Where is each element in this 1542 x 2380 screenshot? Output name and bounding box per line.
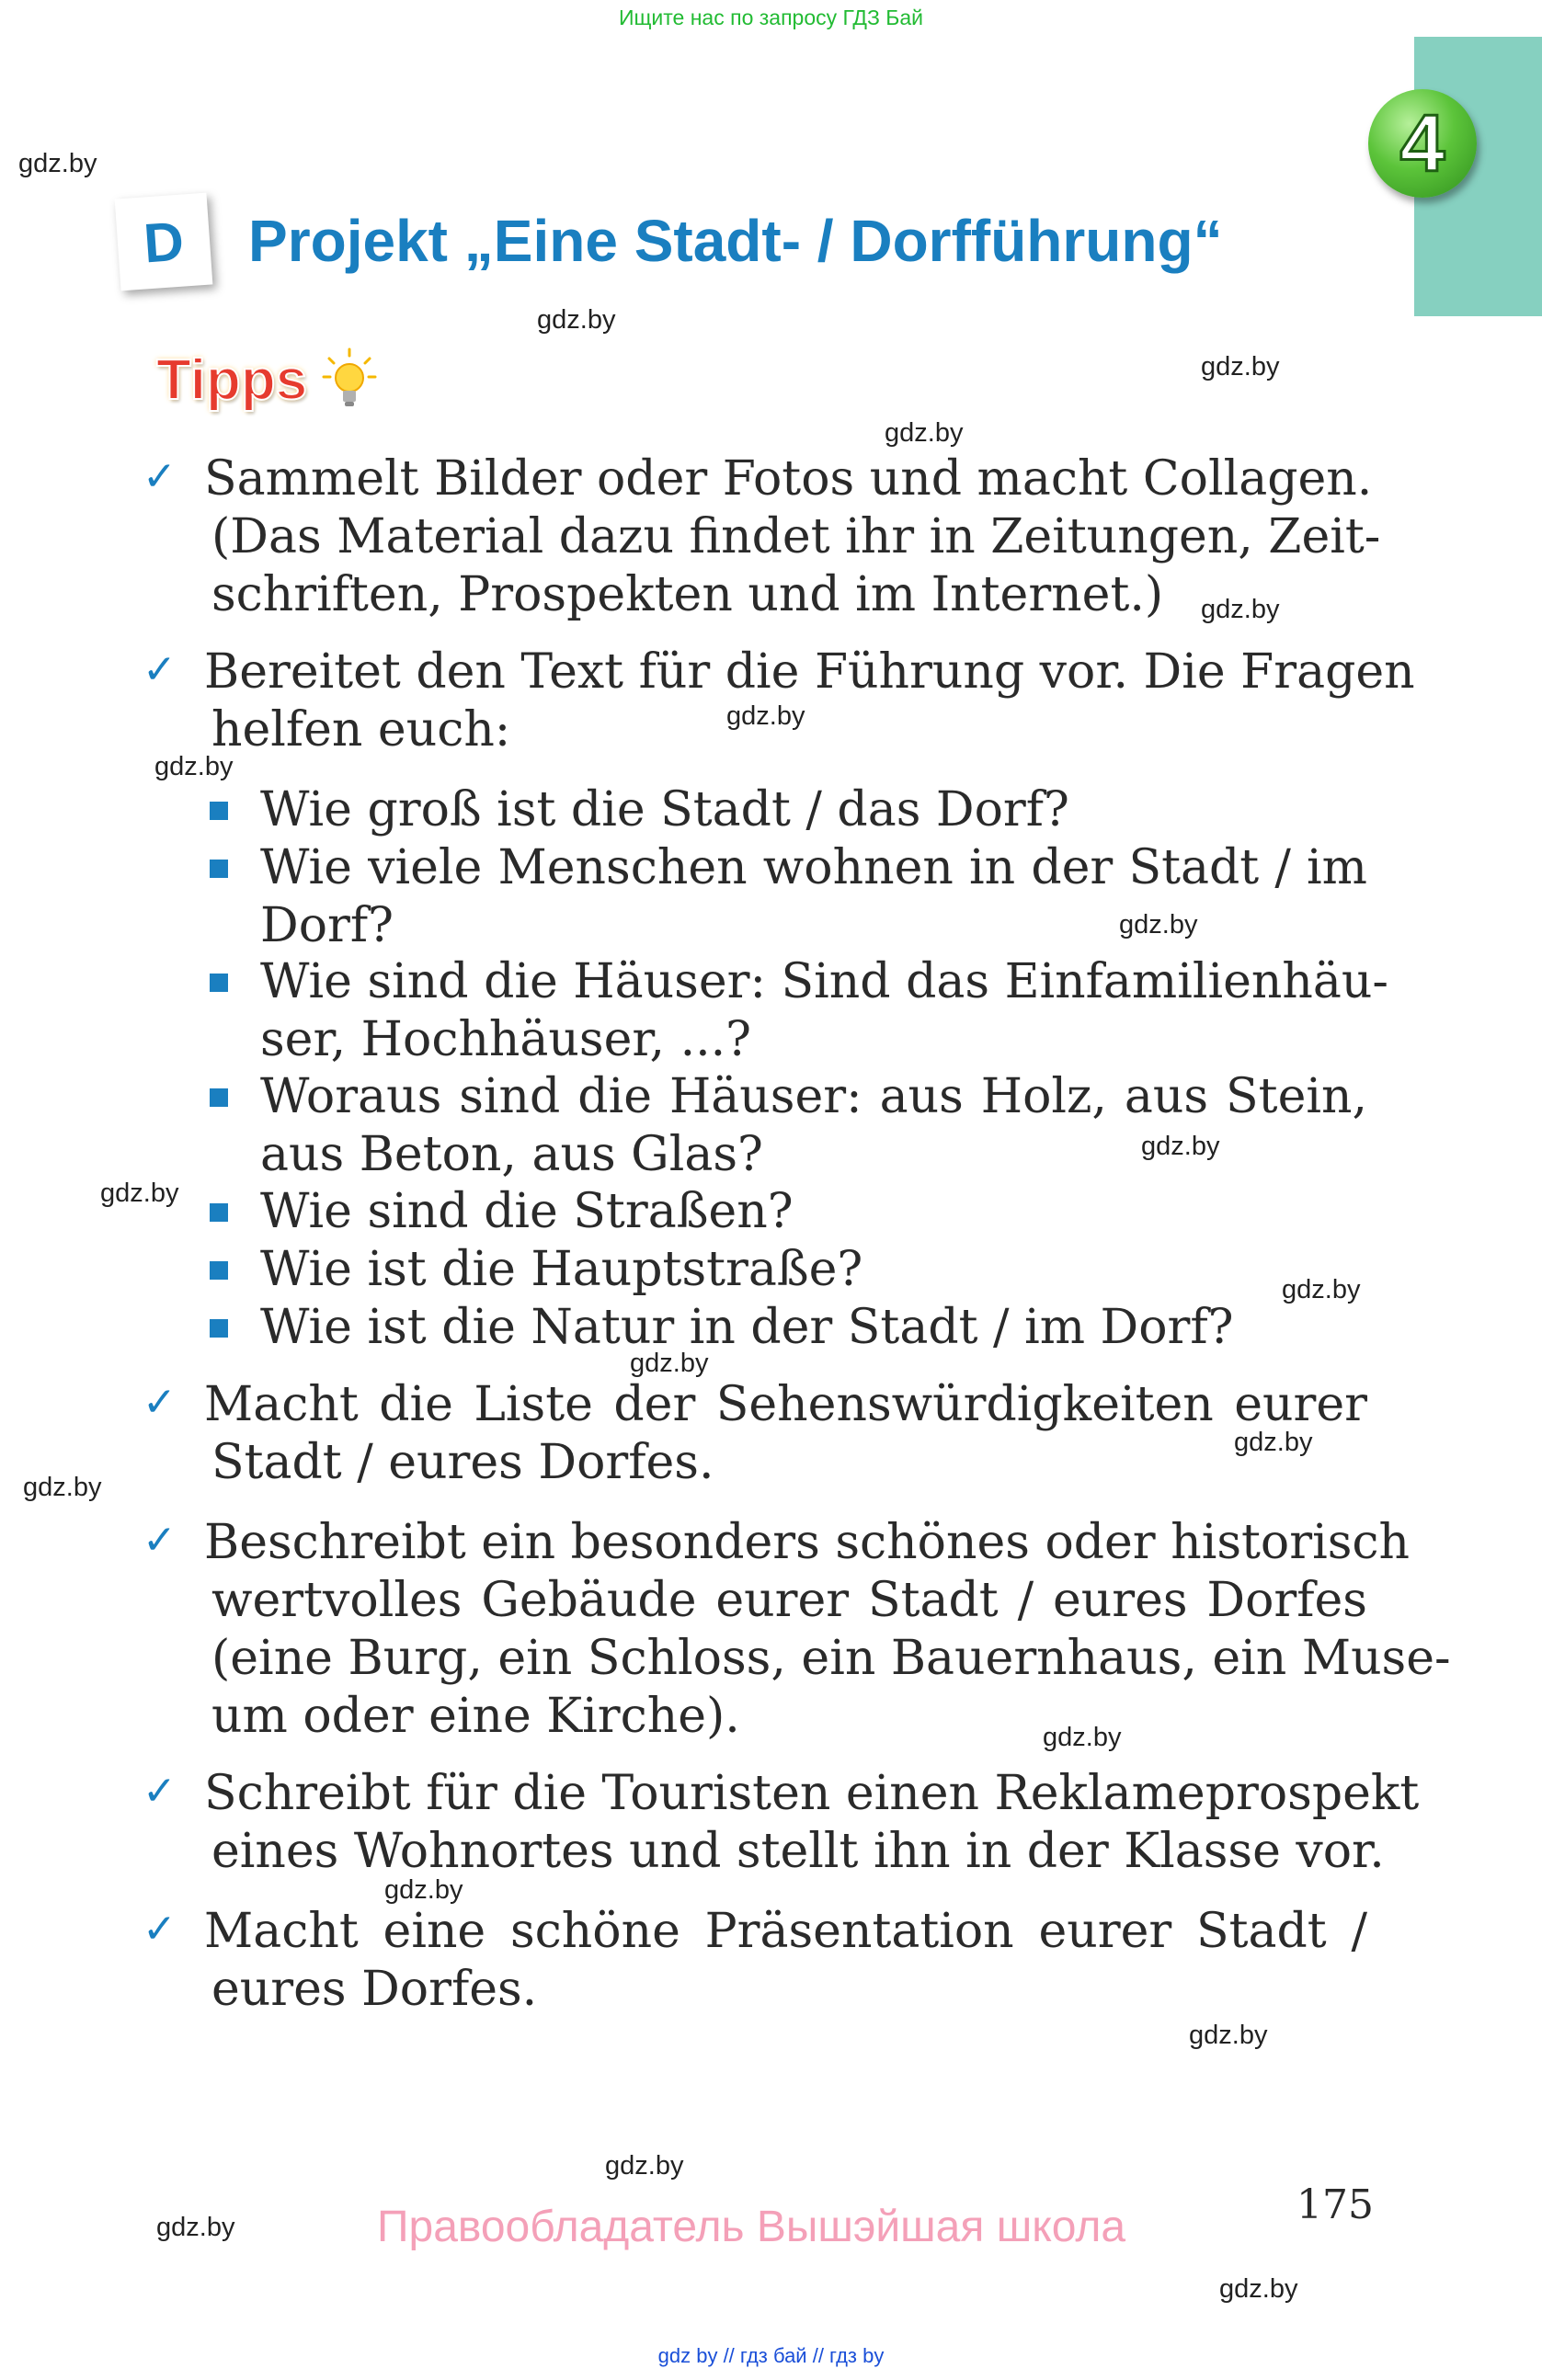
top-banner[interactable]: Ищите нас по запросу ГДЗ Бай: [618, 6, 924, 29]
copyright-footer: Правообладатель Вышэйшая школа: [377, 2203, 1126, 2251]
watermark: gdz.by: [1219, 2274, 1298, 2304]
watermark: gdz.by: [384, 1875, 463, 1905]
chapter-number: 4: [1399, 97, 1445, 188]
watermark: gdz.by: [154, 752, 234, 781]
tip-line: Beschreibt ein besonders schönes oder historisch: [204, 1515, 1410, 1570]
tip-line: eures Dorfes.: [211, 1962, 538, 2017]
tip-line: Bereitet den Text für die Führung vor. Die Fragen: [204, 644, 1415, 700]
question-line: Wie sind die Straßen?: [260, 1184, 794, 1239]
question-line: Wie ist die Hauptstraße?: [260, 1242, 863, 1297]
question-line: Woraus sind die Häuser: aus Holz, aus Stein,: [260, 1069, 1367, 1124]
tip-line: schriften, Prospekten und im Internet.): [211, 567, 1164, 622]
checkmark-icon: ✓: [143, 453, 177, 500]
tip-line: eines Wohnortes und stellt ihn in der Klasse vor.: [211, 1824, 1385, 1879]
square-bullet-icon: [210, 1319, 228, 1338]
watermark: gdz.by: [630, 1349, 709, 1378]
tip-line: Schreibt für die Touristen einen Reklameprospekt: [204, 1766, 1420, 1821]
tip-line: Macht die Liste der Sehenswürdigkeiten eurer: [204, 1377, 1367, 1432]
tip-line: Sammelt Bilder oder Fotos und macht Collagen.: [204, 451, 1373, 507]
tip-line: (Das Material dazu findet ihr in Zeitungen, Zeit-: [211, 509, 1381, 564]
chapter-badge: [1368, 89, 1477, 198]
tip-line: helfen euch:: [211, 702, 511, 757]
watermark: gdz.by: [726, 701, 805, 731]
tip-line: Macht eine schöne Präsentation eurer Stadt /: [204, 1904, 1367, 1959]
watermark: gdz.by: [23, 1473, 102, 1502]
bottom-links[interactable]: gdz by // гдз бай // гдз by: [657, 2344, 885, 2367]
watermark: gdz.by: [537, 305, 616, 335]
watermark: gdz.by: [1141, 1132, 1220, 1161]
question-line: Wie groß ist die Stadt / das Dorf?: [260, 782, 1069, 837]
question-line: Wie sind die Häuser: Sind das Einfamilienhäu-: [260, 954, 1388, 1009]
watermark: gdz.by: [1189, 2021, 1268, 2050]
lightbulb-icon: [322, 347, 377, 414]
question-line: Wie viele Menschen wohnen in der Stadt / im: [260, 840, 1367, 895]
watermark: gdz.by: [100, 1179, 179, 1208]
checkmark-icon: ✓: [143, 646, 177, 693]
tip-line: (eine Burg, ein Schloss, ein Bauernhaus, ein Muse-: [211, 1631, 1451, 1686]
tip-line: um oder eine Kirche).: [211, 1689, 740, 1744]
watermark: gdz.by: [18, 149, 97, 178]
square-bullet-icon: [210, 1088, 228, 1107]
tipps-label: Tipps: [156, 348, 308, 412]
section-letter-box: [115, 193, 213, 291]
square-bullet-icon: [210, 1203, 228, 1222]
page-title: Projekt „Eine Stadt- / Dorfführung“: [248, 208, 1223, 274]
page-number: 175: [1296, 2181, 1374, 2228]
watermark: gdz.by: [1043, 1723, 1122, 1752]
watermark: gdz.by: [156, 2213, 235, 2242]
watermark: gdz.by: [1201, 595, 1280, 624]
watermark: gdz.by: [1119, 910, 1198, 939]
checkmark-icon: ✓: [143, 1379, 177, 1426]
watermark: gdz.by: [605, 2151, 684, 2181]
question-line: Dorf?: [260, 898, 394, 953]
section-letter: D: [142, 210, 186, 274]
question-line: aus Beton, aus Glas?: [260, 1127, 763, 1182]
watermark: gdz.by: [885, 418, 964, 448]
watermark: gdz.by: [1201, 352, 1280, 381]
square-bullet-icon: [210, 1261, 228, 1280]
tip-line: Stadt / eures Dorfes.: [211, 1435, 714, 1490]
checkmark-icon: ✓: [143, 1906, 177, 1953]
watermark: gdz.by: [1234, 1428, 1313, 1457]
checkmark-icon: ✓: [143, 1768, 177, 1815]
question-line: Wie ist die Natur in der Stadt / im Dorf?: [260, 1300, 1234, 1355]
tip-line: wertvolles Gebäude eurer Stadt / eures Dorfes: [211, 1573, 1367, 1628]
square-bullet-icon: [210, 974, 228, 992]
square-bullet-icon: [210, 802, 228, 820]
question-line: ser, Hochhäuser, ...?: [260, 1012, 752, 1067]
watermark: gdz.by: [1282, 1275, 1361, 1304]
checkmark-icon: ✓: [143, 1517, 177, 1564]
square-bullet-icon: [210, 860, 228, 878]
